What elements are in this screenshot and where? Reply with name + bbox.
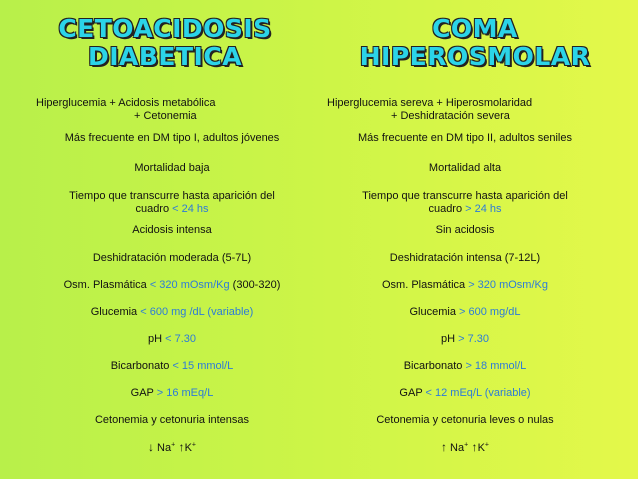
left-onset-time	[36, 190, 308, 216]
gap-label: GAP	[130, 387, 157, 399]
right-time-line2	[320, 203, 610, 216]
title-cetoacidosis	[30, 15, 300, 71]
bic-label: Bicarbonato	[403, 360, 466, 372]
right-onset-time	[320, 190, 610, 216]
title-line: HIPEROSMOLAR	[359, 42, 591, 71]
left-frequency: Más frecuente en DM tipo I, adultos jóvenes	[64, 132, 280, 144]
left-def-line1: Hiperglucemia + Acidosis metabólica	[36, 97, 216, 109]
k-charge: +	[191, 441, 196, 449]
up-arrow-icon: ↑	[441, 440, 447, 454]
right-ions	[320, 441, 610, 455]
left-osmolarity	[36, 279, 308, 292]
title-line: DIABETICA	[87, 42, 243, 71]
right-glucemia	[320, 306, 610, 319]
gluc-value: < 600 mg /dL (variable)	[140, 306, 254, 318]
left-bicarbonate	[36, 360, 308, 373]
ph-value: < 7.30	[165, 333, 196, 345]
ph-value: > 7.30	[458, 333, 489, 345]
right-gap	[320, 387, 610, 400]
left-gap	[36, 387, 308, 400]
right-ph	[320, 333, 610, 346]
k-label: K	[477, 442, 485, 454]
osm-label: Osm. Plasmática	[63, 279, 150, 291]
na-label: Na	[447, 442, 465, 454]
left-ketones: Cetonemia y cetonuria intensas	[94, 414, 250, 426]
gluc-label: Glucemia	[409, 306, 460, 318]
osm-value: < 320 mOsm/Kg	[149, 279, 230, 291]
left-ions	[36, 441, 308, 455]
left-time-line2	[36, 203, 308, 216]
right-ketones: Cetonemia y cetonuria leves o nulas	[376, 414, 554, 426]
left-time-line1: Tiempo que transcurre hasta aparición del	[69, 190, 275, 202]
na-label: Na	[154, 442, 172, 454]
right-def-line2: + Deshidratación severa	[391, 110, 510, 122]
left-glucemia	[36, 306, 308, 319]
osm-label: Osm. Plasmática	[382, 279, 469, 291]
ph-label: pH	[147, 333, 166, 345]
left-ph	[36, 333, 308, 346]
right-definition	[327, 97, 627, 123]
title-line: CETOACIDOSIS	[58, 14, 272, 43]
na-charge: +	[464, 441, 469, 449]
left-definition	[36, 97, 316, 123]
bic-value: > 18 mmol/L	[465, 360, 527, 372]
na-charge: +	[171, 441, 176, 449]
left-dehydration: Deshidratación moderada (5-7L)	[92, 252, 252, 264]
up-arrow-icon: ↑	[468, 440, 478, 454]
time-value: < 24 hs	[172, 203, 209, 215]
title-line: COMA	[432, 14, 518, 43]
left-acidosis: Acidosis intensa	[132, 224, 212, 236]
gap-value: < 12 mEq/L (variable)	[425, 387, 531, 399]
left-def-line2: + Cetonemia	[134, 110, 197, 122]
gluc-value: > 600 mg/dL	[459, 306, 521, 318]
right-def-line1: Hiperglucemia sereva + Hiperosmolaridad	[327, 97, 533, 109]
right-time-line1: Tiempo que transcurre hasta aparición del	[362, 190, 568, 202]
right-osmolarity	[320, 279, 610, 292]
bic-value: < 15 mmol/L	[172, 360, 234, 372]
k-charge: +	[484, 441, 489, 449]
gluc-label: Glucemia	[90, 306, 141, 318]
ph-label: pH	[440, 333, 459, 345]
down-arrow-icon: ↓	[148, 440, 154, 454]
bic-label: Bicarbonato	[110, 360, 173, 372]
title-coma-hiperosmolar	[330, 15, 620, 71]
time-value: > 24 hs	[465, 203, 502, 215]
time-label: cuadro	[428, 203, 466, 215]
osm-value: > 320 mOsm/Kg	[468, 279, 548, 291]
right-frequency: Más frecuente en DM tipo II, adultos seniles	[358, 132, 572, 144]
k-label: K	[184, 442, 192, 454]
right-mortality: Mortalidad alta	[428, 162, 502, 174]
right-bicarbonate	[320, 360, 610, 373]
up-arrow-icon: ↑	[175, 440, 185, 454]
gap-value: > 16 mEq/L	[156, 387, 214, 399]
right-dehydration: Deshidratación intensa (7-12L)	[389, 252, 541, 264]
left-mortality: Mortalidad baja	[134, 162, 210, 174]
time-label: cuadro	[135, 203, 173, 215]
gap-label: GAP	[399, 387, 426, 399]
right-acidosis: Sin acidosis	[435, 224, 495, 236]
osm-extra: (300-320)	[229, 279, 281, 291]
